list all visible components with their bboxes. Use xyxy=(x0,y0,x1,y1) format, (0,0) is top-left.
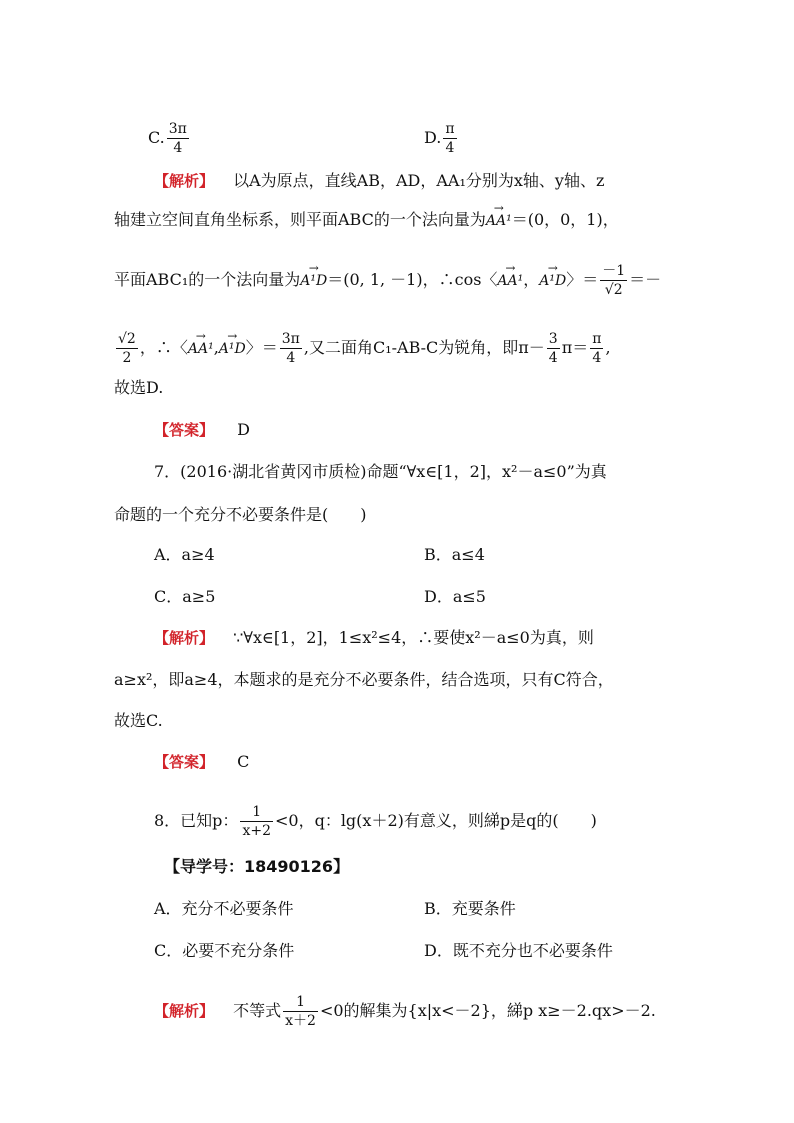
question-8-option-d: D．既不充分也不必要条件 xyxy=(424,941,613,960)
solution-7-line-2: a≥x²，即a≥4，本题求的是充分不必要条件，结合选项，只有C符合， xyxy=(114,670,614,689)
fraction: $\frac{-1}{√2}$ xyxy=(602,263,626,298)
question-7-line-2: 命题的一个充分不必要条件是( ) xyxy=(114,505,367,524)
solution-8-line-1: 【解析】 不等式 $\frac{1}{x+2}$ <0的解集为{x|x<－2}，綈p x≥－2.qx>－2. xyxy=(154,994,656,1029)
solution-6-line-5: 故选D. xyxy=(114,378,164,397)
solution-7-line-3: 故选C. xyxy=(114,711,163,730)
analysis-tag: 【解析】 xyxy=(154,1002,215,1020)
question-7-line-1: 7．(2016·湖北省黄冈市质检)命题“∀x∈[1，2]，x²－a≤0”为真 xyxy=(154,462,607,481)
solution-6-line-3: 平面ABC₁的一个法向量为→ A¹D＝(0, 1, －1)，∴cos〈→ AA¹，→ A¹D〉＝ $\frac{-1}{√2}$ ＝－ xyxy=(114,262,661,299)
solution-6-line-2: 轴建立空间直角坐标系，则平面ABC的一个法向量为→ AA¹＝(0，0，1)， xyxy=(114,210,619,231)
fraction: $\frac{3\pi}{4}$ xyxy=(281,331,300,366)
answer-7: 【答案】 C xyxy=(154,752,250,771)
question-7-option-a: A．a≥4 xyxy=(154,545,215,564)
question-8-line-1: 8．已知p： $\frac{1}{x+2}$ <0，q：lg(x＋2)有意义，则綈p是q的( ) xyxy=(154,804,597,839)
question-7-option-b: B．a≤4 xyxy=(424,545,485,564)
solution-6-line-4: $\frac{√2}{2}$ ，∴〈→ AA¹,→ A¹D〉＝ $\frac{3\pi}{4}$ ,又二面角C₁-AB-C为锐角，即π－ $\frac{3}{4}$ π＝ $\frac{\pi}{4}$ , xyxy=(114,330,611,367)
question-7-option-d: D．a≤5 xyxy=(424,587,486,606)
answer-tag: 【答案】 xyxy=(154,421,215,439)
fraction: $\frac{1}{x+2}$ xyxy=(285,994,316,1029)
question-8-option-a: A．充分不必要条件 xyxy=(154,899,294,918)
answer-tag: 【答案】 xyxy=(154,753,215,771)
question-8-option-c: C．必要不充分条件 xyxy=(154,941,295,960)
answer-6: 【答案】 D xyxy=(154,420,250,439)
fraction: $\frac{1}{x+2}$ xyxy=(242,804,271,839)
fraction: $\frac{√2}{2}$ xyxy=(118,331,136,366)
analysis-tag: 【解析】 xyxy=(154,629,215,647)
solution-6-line-1: 【解析】 以A为原点，直线AB，AD，AA₁分别为x轴、y轴、z xyxy=(154,171,605,190)
prev-option-c: C. $\frac{3\pi}{4}$ xyxy=(148,121,187,156)
question-7-option-c: C．a≥5 xyxy=(154,587,216,606)
fraction: $\frac{3\pi}{4}$ xyxy=(168,121,187,156)
analysis-tag: 【解析】 xyxy=(154,172,215,190)
fraction: $\frac{\pi}{4}$ xyxy=(445,121,455,156)
prev-option-d: D. $\frac{\pi}{4}$ xyxy=(424,121,455,156)
question-8-ref: 【导学号：18490126】 xyxy=(164,857,350,876)
solution-7-line-1: 【解析】 ∵∀x∈[1，2]，1≤x²≤4，∴要使x²－a≤0为真，则 xyxy=(154,628,594,647)
question-8-option-b: B．充要条件 xyxy=(424,899,516,918)
fraction: $\frac{\pi}{4}$ xyxy=(592,331,602,366)
fraction: $\frac{3}{4}$ xyxy=(548,331,558,366)
